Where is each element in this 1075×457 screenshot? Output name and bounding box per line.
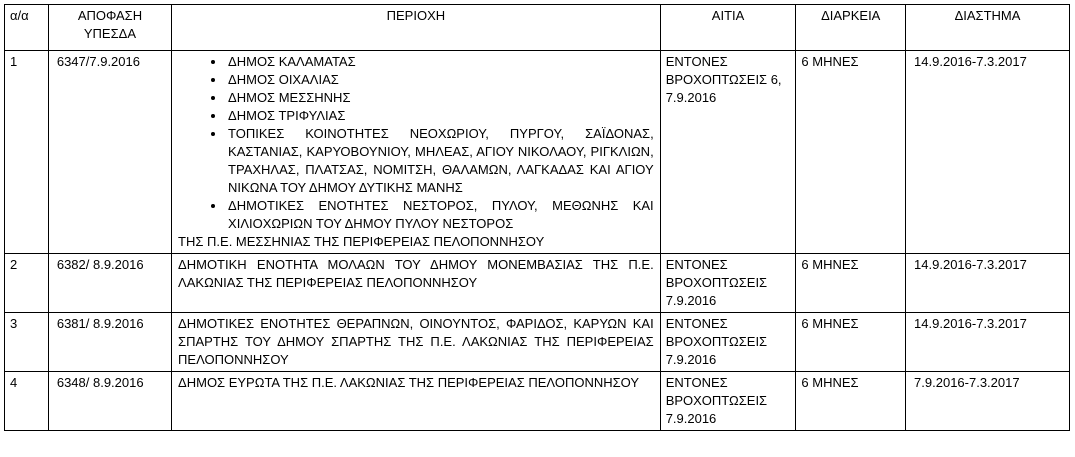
- header-row: [5, 5, 1070, 51]
- cell-diarkeia: 6 ΜΗΝΕΣ: [796, 254, 906, 313]
- cell-perioxi: ΔΗΜΟΤΙΚΕΣ ΕΝΟΤΗΤΕΣ ΘΕΡΑΠΝΩΝ, ΟΙΝΟΥΝΤΟΣ, ΦΑΡΙΔΟΣ, ΚΑΡΥΩΝ ΚΑΙ ΣΠΑΡΤΗΣ ΤΟΥ ΔΗΜΟΥ ΣΠΑΡΤΗΣ ΤΗΣ Π.Ε. ΛΑΚΩΝΙΑΣ ΤΗΣ ΠΕΡΙΦΕΡΕΙΑΣ ΠΕΛΟΠΟΝΝΗΣΟΥ: [172, 313, 661, 372]
- list-item: • ΔΗΜΟΣ ΟΙΧΑΛΙΑΣ: [226, 71, 654, 89]
- table-row: [5, 51, 1070, 254]
- table-row: [5, 254, 1070, 313]
- header-aitia: ΑΙΤΙΑ: [660, 5, 796, 51]
- cell-diastima: 14.9.2016-7.3.2017: [906, 51, 1070, 254]
- header-apofasi: ΑΠΟΦΑΣΗ ΥΠΕΣΔΑ: [48, 5, 171, 51]
- cell-diarkeia: 6 ΜΗΝΕΣ: [796, 372, 906, 431]
- cell-diastima: 7.9.2016-7.3.2017: [906, 372, 1070, 431]
- cell-apofasi: 6347/7.9.2016: [48, 51, 171, 254]
- cell-aitia: ΕΝΤΟΝΕΣ ΒΡΟΧΟΠΤΩΣΕΙΣ 7.9.2016: [660, 254, 796, 313]
- area-list: [178, 53, 654, 233]
- cell-aitia: ΕΝΤΟΝΕΣ ΒΡΟΧΟΠΤΩΣΕΙΣ 7.9.2016: [660, 372, 796, 431]
- cell-aa: 2: [5, 254, 49, 313]
- header-diarkeia: ΔΙΑΡΚΕΙΑ: [796, 5, 906, 51]
- list-item: • ΤΟΠΙΚΕΣ ΚΟΙΝΟΤΗΤΕΣ ΝΕΟΧΩΡΙΟΥ, ΠΥΡΓΟΥ, ΣΑΪΔΟΝΑΣ, ΚΑΣΤΑΝΙΑΣ, ΚΑΡΥΟΒΟΥΝΙΟΥ, ΜΗΛΕΑΣ, ΑΓΙΟΥ ΝΙΚΟΛΑΟΥ, ΡΙΓΚΛΙΩΝ, ΤΡΑΧΗΛΑΣ, ΠΛΑΤΣΑΣ, ΝΟΜΙΤΣΗ, ΘΑΛΑΜΩΝ, ΛΑΓΚΑΔΑΣ ΚΑΙ ΑΓΙΟΥ ΝΙΚΩΝΑ ΤΟΥ ΔΗΜΟΥ ΔΥΤΙΚΗΣ ΜΑΝΗΣ: [226, 125, 654, 197]
- list-item: • ΔΗΜΟΤΙΚΕΣ ΕΝΟΤΗΤΕΣ ΝΕΣΤΟΡΟΣ, ΠΥΛΟΥ, ΜΕΘΩΝΗΣ ΚΑΙ ΧΙΛΙΟΧΩΡΙΩΝ ΤΟΥ ΔΗΜΟΥ ΠΥΛΟΥ ΝΕΣΤΟΡΟΣ: [226, 197, 654, 233]
- decisions-table: [4, 4, 1070, 431]
- cell-apofasi: 6381/ 8.9.2016: [48, 313, 171, 372]
- header-perioxi: ΠΕΡΙΟΧΗ: [172, 5, 661, 51]
- cell-aa: 4: [5, 372, 49, 431]
- list-item: • ΔΗΜΟΣ ΤΡΙΦΥΛΙΑΣ: [226, 107, 654, 125]
- cell-apofasi: 6382/ 8.9.2016: [48, 254, 171, 313]
- cell-aitia: ΕΝΤΟΝΕΣ ΒΡΟΧΟΠΤΩΣΕΙΣ 7.9.2016: [660, 313, 796, 372]
- cell-perioxi: [172, 51, 661, 254]
- cell-apofasi: 6348/ 8.9.2016: [48, 372, 171, 431]
- table-row: [5, 372, 1070, 431]
- cell-aitia: ΕΝΤΟΝΕΣ ΒΡΟΧΟΠΤΩΣΕΙΣ 6, 7.9.2016: [660, 51, 796, 254]
- cell-diarkeia: 6 ΜΗΝΕΣ: [796, 313, 906, 372]
- cell-perioxi: ΔΗΜΟΤΙΚΗ ΕΝΟΤΗΤΑ ΜΟΛΑΩΝ ΤΟΥ ΔΗΜΟΥ ΜΟΝΕΜΒΑΣΙΑΣ ΤΗΣ Π.Ε. ΛΑΚΩΝΙΑΣ ΤΗΣ ΠΕΡΙΦΕΡΕΙΑΣ ΠΕΛΟΠΟΝΝΗΣΟΥ: [172, 254, 661, 313]
- header-diastima: ΔΙΑΣΤΗΜΑ: [906, 5, 1070, 51]
- cell-diastima: 14.9.2016-7.3.2017: [906, 313, 1070, 372]
- cell-diastima: 14.9.2016-7.3.2017: [906, 254, 1070, 313]
- list-item: • ΔΗΜΟΣ ΚΑΛΑΜΑΤΑΣ: [226, 53, 654, 71]
- cell-aa: 1: [5, 51, 49, 254]
- table-row: [5, 313, 1070, 372]
- cell-diarkeia: 6 ΜΗΝΕΣ: [796, 51, 906, 254]
- header-aa: α/α: [5, 5, 49, 51]
- cell-perioxi: ΔΗΜΟΣ ΕΥΡΩΤΑ ΤΗΣ Π.Ε. ΛΑΚΩΝΙΑΣ ΤΗΣ ΠΕΡΙΦΕΡΕΙΑΣ ΠΕΛΟΠΟΝΝΗΣΟΥ: [172, 372, 661, 431]
- list-item: • ΔΗΜΟΣ ΜΕΣΣΗΝΗΣ: [226, 89, 654, 107]
- region-text: ΤΗΣ Π.Ε. ΜΕΣΣΗΝΙΑΣ ΤΗΣ ΠΕΡΙΦΕΡΕΙΑΣ ΠΕΛΟΠΟΝΝΗΣΟΥ: [178, 234, 545, 249]
- cell-aa: 3: [5, 313, 49, 372]
